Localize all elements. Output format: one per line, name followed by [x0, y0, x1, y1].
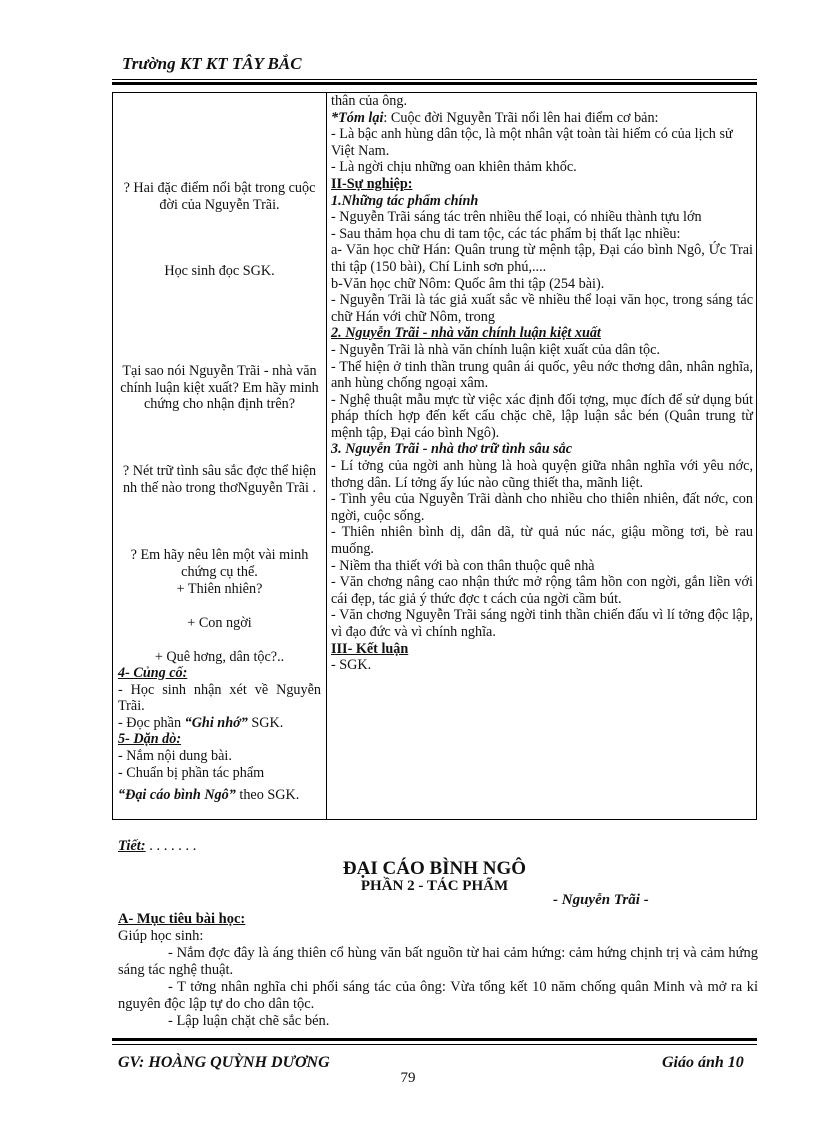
header-school: Trường KT KT TÂY BẮC — [122, 54, 302, 73]
objective-3: - Lập luận chặt chẽ sắc bén. — [168, 1013, 330, 1029]
footer-rule-thick — [112, 1038, 757, 1041]
section-conclusion: III- Kết luận — [331, 640, 409, 657]
dando-heading: 5- Dặn dò: — [118, 731, 182, 748]
political-point-3: - Nghệ thuật mẫu mực từ việc xác định đối tợng, mục đích để sử dụng bút pháp thích hợp đến kết cấu chặc chẽ, lập luận sắc bén (Quân trung từ mệnh tập, Đại cáo bình Ngô). — [331, 391, 753, 441]
period-dots: . . . . . . . — [145, 838, 197, 854]
works-point-3: - Nguyễn Trãi là tác giả xuất sắc về nhiều thể loại văn học, trong sáng tác chữ Hán với chữ Nôm, trong — [331, 292, 753, 325]
right-line-1: thân của ông. — [331, 93, 408, 109]
dando-item-1: - Nắm nội dung bài. — [118, 747, 232, 764]
conclusion-text: - SGK. — [331, 657, 372, 674]
teacher-student-column — [113, 93, 326, 819]
question-5-people: + Con ngời — [187, 615, 252, 631]
works-han: a- Văn học chữ Hán: Quân trung từ mệnh tập, Đại cáo bình Ngô, Ức Trai thi tập (150 bài), Chí Linh sơn phú,.... — [331, 242, 753, 275]
author-name: - Nguyễn Trãi - — [553, 892, 649, 908]
works-nom: b-Văn học chữ Nôm: Quốc âm thi tập (254 bài). — [331, 275, 605, 292]
lyric-point-4: - Niềm tha thiết với bà con thân thuộc quê nhà — [331, 557, 595, 574]
lyric-point-3: - Thiên nhiên bình dị, dân dã, từ quả núc nác, giậu mồng tơi, bè rau muống. — [331, 524, 753, 558]
column-divider — [326, 93, 327, 819]
footer-course: Giáo ánh 10 — [662, 1054, 744, 1071]
instruction-read-sgk: Học sinh đọc SGK. — [164, 263, 275, 279]
works-point-2: - Sau thảm họa chu di tam tộc, các tác phẩm bị thất lạc nhiều: — [331, 225, 681, 242]
objective-2: - T tởng nhân nghĩa chi phối sáng tác của ông: Vừa tổng kết 10 năm chống quân Minh và mở ra kỉ nguyên độc lập tự do cho dân tộc. — [118, 979, 758, 1012]
question-5-homeland: + Quê hơng, dân tộc?.. — [154, 649, 285, 665]
cungco-item-2: - Đọc phần “Ghi nhớ” SGK. — [118, 714, 284, 731]
summary-point-1: - Là bậc anh hùng dân tộc, là một nhân vật toàn tài hiếm có của lịch sử Việt Nam. — [331, 126, 733, 159]
footer-rule-thin — [112, 1044, 757, 1045]
political-point-2: - Thể hiện ở tinh thần trung quân ái quốc, yêu nớc thơng dân, nhân nghĩa, anh hùng chống ngoại xâm. — [331, 358, 753, 392]
lesson-table — [112, 92, 757, 820]
lyric-point-1: - Lí tởng của ngời anh hùng là hoà quyện giữa nhân nghĩa với yêu nớc, thơng dân. Lí tởng ấy lúc nào cũng thiết tha, mãnh liệt. — [331, 458, 753, 491]
lyric-point-6: - Văn chơng Nguyễn Trãi sáng ngời tinh thần chiến đấu vì lí tởng độc lập, vì đạo đức và vì chính nghĩa. — [331, 607, 753, 640]
question-1: ? Hai đặc điểm nổi bật trong cuộc đời của Nguyễn Trãi. — [123, 180, 316, 213]
objective-1: - Nắm đợc đây là áng thiên cổ hùng văn bất nguồn từ hai cảm hứng: cảm hứng chịnh trị và cảm hứng sáng tác nghệ thuật. — [118, 945, 758, 978]
page-number: 79 — [400, 1070, 416, 1086]
objectives-intro: Giúp học sinh: — [118, 928, 204, 944]
lesson-period — [118, 838, 758, 855]
lyric-point-2: - Tình yêu của Nguyễn Trãi dành cho nhiều cho thiên nhiên, đất nớc, con ngời, cuộc sống. — [331, 491, 753, 524]
question-4: ? Nét trữ tình sâu sắc đợc thể hiện nh thế nào trong thơNguyễn Trãi . — [122, 463, 317, 496]
cungco-item-1: - Học sinh nhận xét về Nguyễn Trãi. — [118, 681, 321, 715]
lyric-point-5: - Văn chơng nâng cao nhận thức mở rộng tâm hồn con ngời, gắn liền với cái đẹp, tác giả ý thức đợc t cách của ngời cầm bút. — [331, 574, 753, 607]
dando-item-3: “Đại cáo bình Ngô” theo SGK. — [118, 787, 300, 804]
header-rule-thick — [112, 82, 757, 85]
subsection-lyric-poet: 3. Nguyễn Trãi - nhà thơ trữ tình sâu sắc — [331, 441, 573, 458]
header-rule-thin — [112, 79, 757, 80]
content-column — [331, 93, 753, 819]
period-label: Tiết: — [118, 838, 146, 854]
subsection-works: 1.Những tác phẩm chính — [331, 192, 479, 209]
summary-point-2: - Là ngời chịu những oan khiên thảm khốc. — [331, 159, 577, 176]
question-5-nature: + Thiên nhiên? — [176, 581, 263, 597]
summary: *Tóm lại: Cuộc đời Nguyễn Trãi nổi lên hai điểm cơ bản: — [331, 109, 659, 126]
lesson-title: ĐẠI CÁO BÌNH NGÔ — [342, 858, 527, 879]
question-3: Tại sao nói Nguyễn Trãi - nhà văn chính luận kiệt xuất? Em hãy minh chứng cho nhận định trên? — [120, 363, 319, 413]
objectives-heading: A- Mục tiêu bài học: — [118, 911, 246, 927]
dando-item-2: - Chuẩn bị phần tác phẩm — [118, 764, 265, 781]
works-point-1: - Nguyễn Trãi sáng tác trên nhiều thể loại, có nhiều thành tựu lớn — [331, 209, 702, 226]
section-career: II-Sự nghiệp: — [331, 175, 413, 192]
question-5: ? Em hãy nêu lên một vài minh chứng cụ thể. — [130, 547, 309, 580]
cungco-heading: 4- Củng cố: — [118, 665, 188, 681]
lesson-subtitle: PHẦN 2 - TÁC PHẨM — [360, 878, 509, 894]
footer-teacher: GV: HOÀNG QUỲNH DƯƠNG — [118, 1054, 330, 1071]
political-point-1: - Nguyễn Trãi là nhà văn chính luận kiệt xuất của dân tộc. — [331, 341, 660, 358]
objectives-block — [118, 911, 758, 1030]
subsection-political-writer: 2. Nguyễn Trãi - nhà văn chính luận kiệt xuất — [331, 325, 601, 342]
